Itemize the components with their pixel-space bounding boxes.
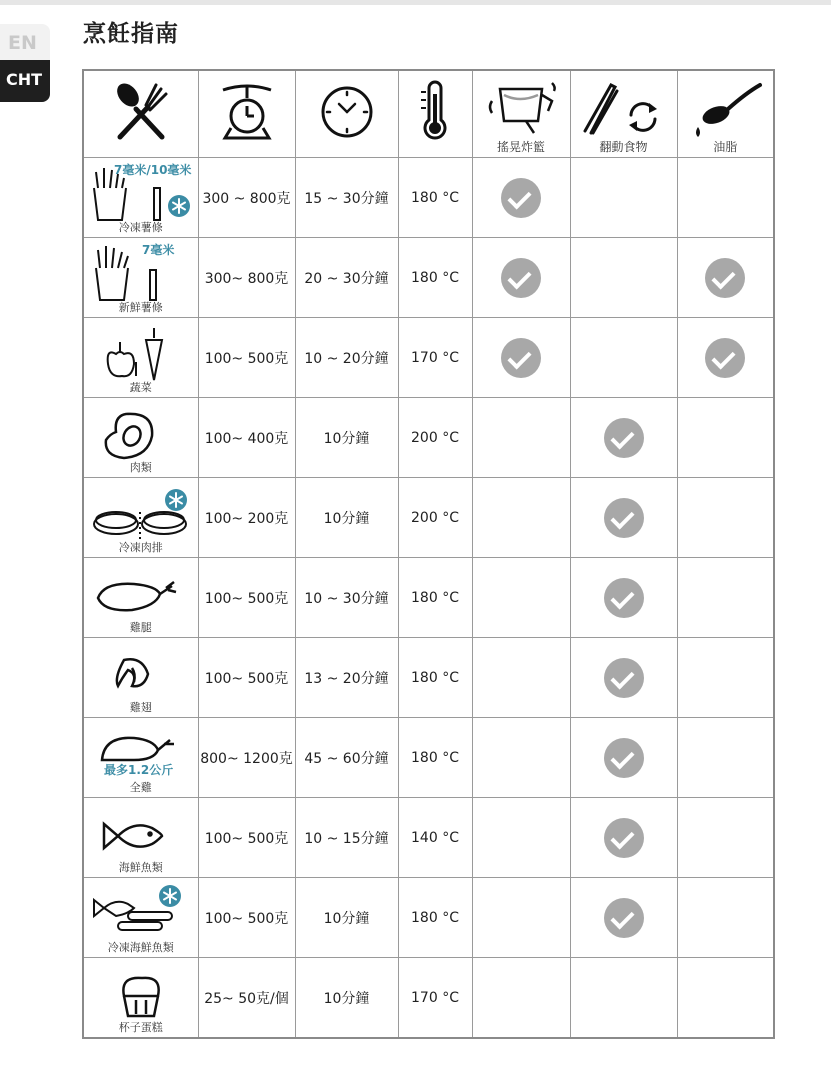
shake-cell (472, 798, 570, 878)
time-cell: 10 ~ 15分鐘 (295, 798, 398, 878)
oil-spoon-icon (686, 77, 766, 141)
food-cell (83, 398, 198, 478)
weight-cell: 100~ 200克 (198, 478, 295, 558)
time-cell: 10分鐘 (295, 398, 398, 478)
table-row (83, 638, 774, 718)
food-note: 最多1.2公斤 (104, 763, 174, 777)
shake-cell (472, 238, 570, 318)
language-tab-cht[interactable]: CHT (0, 60, 50, 102)
check-icon (604, 498, 644, 538)
temperature-cell: 180 °C (398, 718, 472, 798)
food-label: 肉類 (129, 461, 152, 474)
time-cell: 10分鐘 (295, 878, 398, 958)
flip-cell (570, 718, 677, 798)
header-oil-label: 油脂 (713, 140, 738, 154)
header-shake-label: 搖晃炸籃 (496, 140, 545, 154)
header-weight (198, 70, 295, 158)
frozen-patty-icon (84, 478, 197, 544)
table-row (83, 398, 774, 478)
weight-cell: 100~ 500克 (198, 638, 295, 718)
fork-knife-icon (106, 77, 176, 147)
food-cell (83, 158, 198, 238)
food-note: 7毫米 (142, 243, 175, 257)
header-flip-label: 翻動食物 (599, 140, 648, 154)
time-cell: 20 ~ 30分鐘 (295, 238, 398, 318)
shake-cell (472, 158, 570, 238)
flip-cell (570, 318, 677, 398)
time-cell: 10 ~ 20分鐘 (295, 318, 398, 398)
food-label: 杯子蛋糕 (118, 1021, 163, 1034)
header-food (83, 70, 198, 158)
header-time (295, 70, 398, 158)
weight-cell: 300 ~ 800克 (198, 158, 295, 238)
fish-icon (84, 798, 197, 864)
flip-cell (570, 638, 677, 718)
top-bar (0, 0, 831, 5)
check-icon (705, 338, 745, 378)
temperature-cell: 170 °C (398, 958, 472, 1039)
temperature-cell: 200 °C (398, 398, 472, 478)
shake-basket-icon (482, 77, 562, 141)
thermometer-icon (415, 80, 455, 144)
food-label: 全雞 (129, 781, 152, 794)
oil-cell (677, 158, 774, 238)
table-row (83, 318, 774, 398)
flip-cell (570, 398, 677, 478)
shake-cell (472, 398, 570, 478)
temperature-cell: 170 °C (398, 318, 472, 398)
oil-cell (677, 878, 774, 958)
meat-icon (84, 398, 197, 464)
food-cell (83, 478, 198, 558)
table-row (83, 958, 774, 1039)
food-cell (83, 238, 198, 318)
shake-cell (472, 878, 570, 958)
weight-cell: 100~ 400克 (198, 398, 295, 478)
oil-cell (677, 558, 774, 638)
food-label: 冷凍海鮮魚類 (107, 941, 174, 954)
shake-cell (472, 318, 570, 398)
check-icon (604, 738, 644, 778)
shake-cell (472, 558, 570, 638)
header-oil (677, 70, 774, 158)
shake-cell (472, 638, 570, 718)
oil-cell (677, 718, 774, 798)
food-label: 冷凍薯條 (118, 221, 163, 234)
time-cell: 10 ~ 30分鐘 (295, 558, 398, 638)
weight-cell: 300~ 800克 (198, 238, 295, 318)
check-icon (501, 338, 541, 378)
food-cell (83, 798, 198, 878)
food-label: 蔬菜 (129, 381, 152, 394)
chicken-wing-icon (84, 638, 197, 704)
table-row (83, 798, 774, 878)
oil-cell (677, 798, 774, 878)
food-label: 冷凍肉排 (118, 541, 163, 554)
oil-cell (677, 398, 774, 478)
flip-cell (570, 798, 677, 878)
header-row (83, 70, 774, 158)
weight-cell: 100~ 500克 (198, 318, 295, 398)
table-row (83, 478, 774, 558)
check-icon (501, 178, 541, 218)
weight-cell: 100~ 500克 (198, 798, 295, 878)
food-label: 雞翅 (129, 701, 152, 714)
cooking-guide-table (82, 69, 775, 1039)
vegetables-icon (84, 318, 197, 384)
check-icon (604, 418, 644, 458)
oil-cell (677, 318, 774, 398)
flip-cell (570, 238, 677, 318)
table-row (83, 558, 774, 638)
time-cell: 10分鐘 (295, 478, 398, 558)
fresh-fries-icon (84, 238, 197, 304)
temperature-cell: 180 °C (398, 158, 472, 238)
drumstick-icon (84, 558, 197, 624)
time-cell: 45 ~ 60分鐘 (295, 718, 398, 798)
oil-cell (677, 958, 774, 1039)
temperature-cell: 140 °C (398, 798, 472, 878)
time-cell: 15 ~ 30分鐘 (295, 158, 398, 238)
flip-cell (570, 958, 677, 1039)
table-row (83, 878, 774, 958)
flip-cell (570, 558, 677, 638)
food-cell (83, 878, 198, 958)
food-cell (83, 718, 198, 798)
header-flip (570, 70, 677, 158)
flip-cell (570, 158, 677, 238)
weight-cell: 100~ 500克 (198, 558, 295, 638)
cupcake-icon (84, 958, 197, 1024)
page-title: 烹飪指南 (83, 21, 179, 47)
check-icon (604, 818, 644, 858)
food-label: 新鮮薯條 (118, 301, 163, 314)
weight-cell: 100~ 500克 (198, 878, 295, 958)
flip-cell (570, 878, 677, 958)
food-label: 雞腿 (129, 621, 152, 634)
table-row (83, 158, 774, 238)
food-cell (83, 558, 198, 638)
flip-cell (570, 478, 677, 558)
weight-cell: 25~ 50克/個 (198, 958, 295, 1039)
language-tab-en[interactable]: EN (0, 24, 50, 60)
temperature-cell: 180 °C (398, 878, 472, 958)
flip-tongs-icon (579, 77, 669, 141)
check-icon (705, 258, 745, 298)
temperature-cell: 180 °C (398, 558, 472, 638)
check-icon (501, 258, 541, 298)
time-cell: 13 ~ 20分鐘 (295, 638, 398, 718)
food-cell (83, 638, 198, 718)
oil-cell (677, 478, 774, 558)
food-cell (83, 958, 198, 1039)
temperature-cell: 180 °C (398, 238, 472, 318)
table-row (83, 238, 774, 318)
food-label: 海鮮魚類 (118, 861, 163, 874)
clock-icon (317, 82, 377, 142)
time-cell: 10分鐘 (295, 958, 398, 1039)
check-icon (604, 658, 644, 698)
temperature-cell: 200 °C (398, 478, 472, 558)
scale-icon (217, 80, 277, 144)
oil-cell (677, 238, 774, 318)
food-note: 7毫米/10毫米 (114, 163, 192, 177)
food-cell (83, 318, 198, 398)
table-row (83, 718, 774, 798)
check-icon (604, 898, 644, 938)
header-shake (472, 70, 570, 158)
shake-cell (472, 718, 570, 798)
shake-cell (472, 478, 570, 558)
header-temperature (398, 70, 472, 158)
oil-cell (677, 638, 774, 718)
weight-cell: 800~ 1200克 (198, 718, 295, 798)
temperature-cell: 180 °C (398, 638, 472, 718)
frozen-seafood-icon (84, 878, 197, 944)
shake-cell (472, 958, 570, 1039)
check-icon (604, 578, 644, 618)
